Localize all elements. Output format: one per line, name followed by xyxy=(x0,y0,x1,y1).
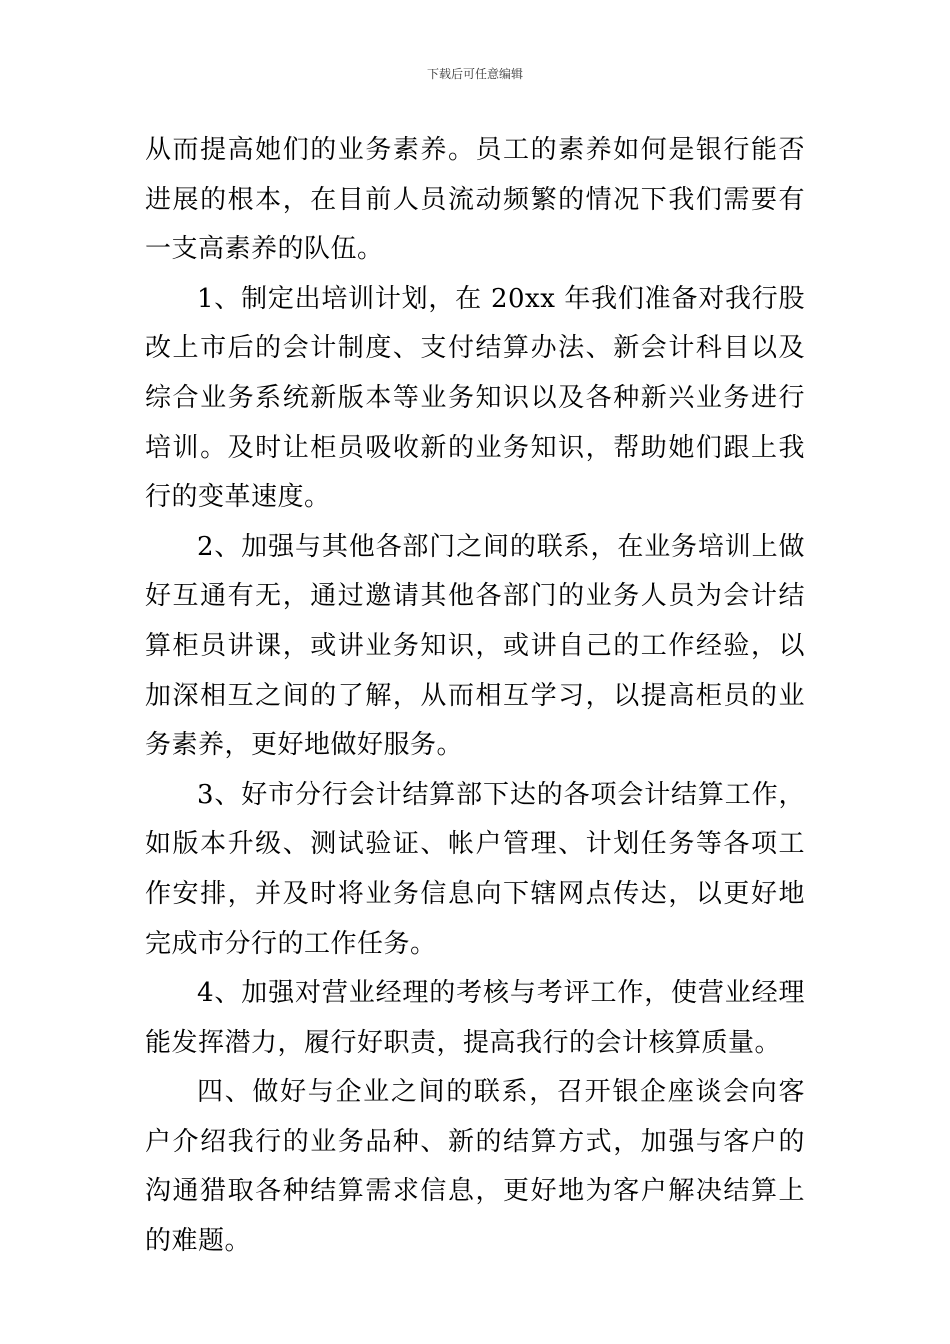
paragraph-item-1: 1、制定出培训计划，在 20xx 年我们准备对我行股改上市后的会计制度、支付结算办法、新会计科目以及综合业务系统新版本等业务知识以及各种新兴业务进行培训。及时让柜员吸收新的业务知识，帮助她们跟上我行的变革速度。 xyxy=(145,283,805,513)
page-header-note: 下载后可任意编辑 xyxy=(426,67,523,81)
paragraph-continuation: 从而提高她们的业务素养。员工的素养如何是银行能否进展的根本，在目前人员流动频繁的情况下我们需要有一支高素养的队伍。 xyxy=(145,135,805,265)
paragraph-item-4: 4、加强对营业经理的考核与考评工作，使营业经理能发挥潜力，履行好职责，提高我行的会计核算质量。 xyxy=(145,978,805,1058)
paragraph-item-3: 3、好市分行会计结算部下达的各项会计结算工作，如版本升级、测试验证、帐户管理、计划任务等各项工作安排，并及时将业务信息向下辖网点传达，以更好地完成市分行的工作任务。 xyxy=(145,779,805,959)
document-body xyxy=(145,126,805,1267)
paragraph-item-2: 2、加强与其他各部门之间的联系，在业务培训上做好互通有无，通过邀请其他各部门的业务人员为会计结算柜员讲课，或讲业务知识，或讲自己的工作经验，以加深相互之间的了解，从而相互学习，以提高柜员的业务素养，更好地做好服务。 xyxy=(145,531,805,761)
paragraph-section-4: 四、做好与企业之间的联系，召开银企座谈会向客户介绍我行的业务品种、新的结算方式，加强与客户的沟通猎取各种结算需求信息，更好地为客户解决结算上的难题。 xyxy=(145,1077,805,1257)
